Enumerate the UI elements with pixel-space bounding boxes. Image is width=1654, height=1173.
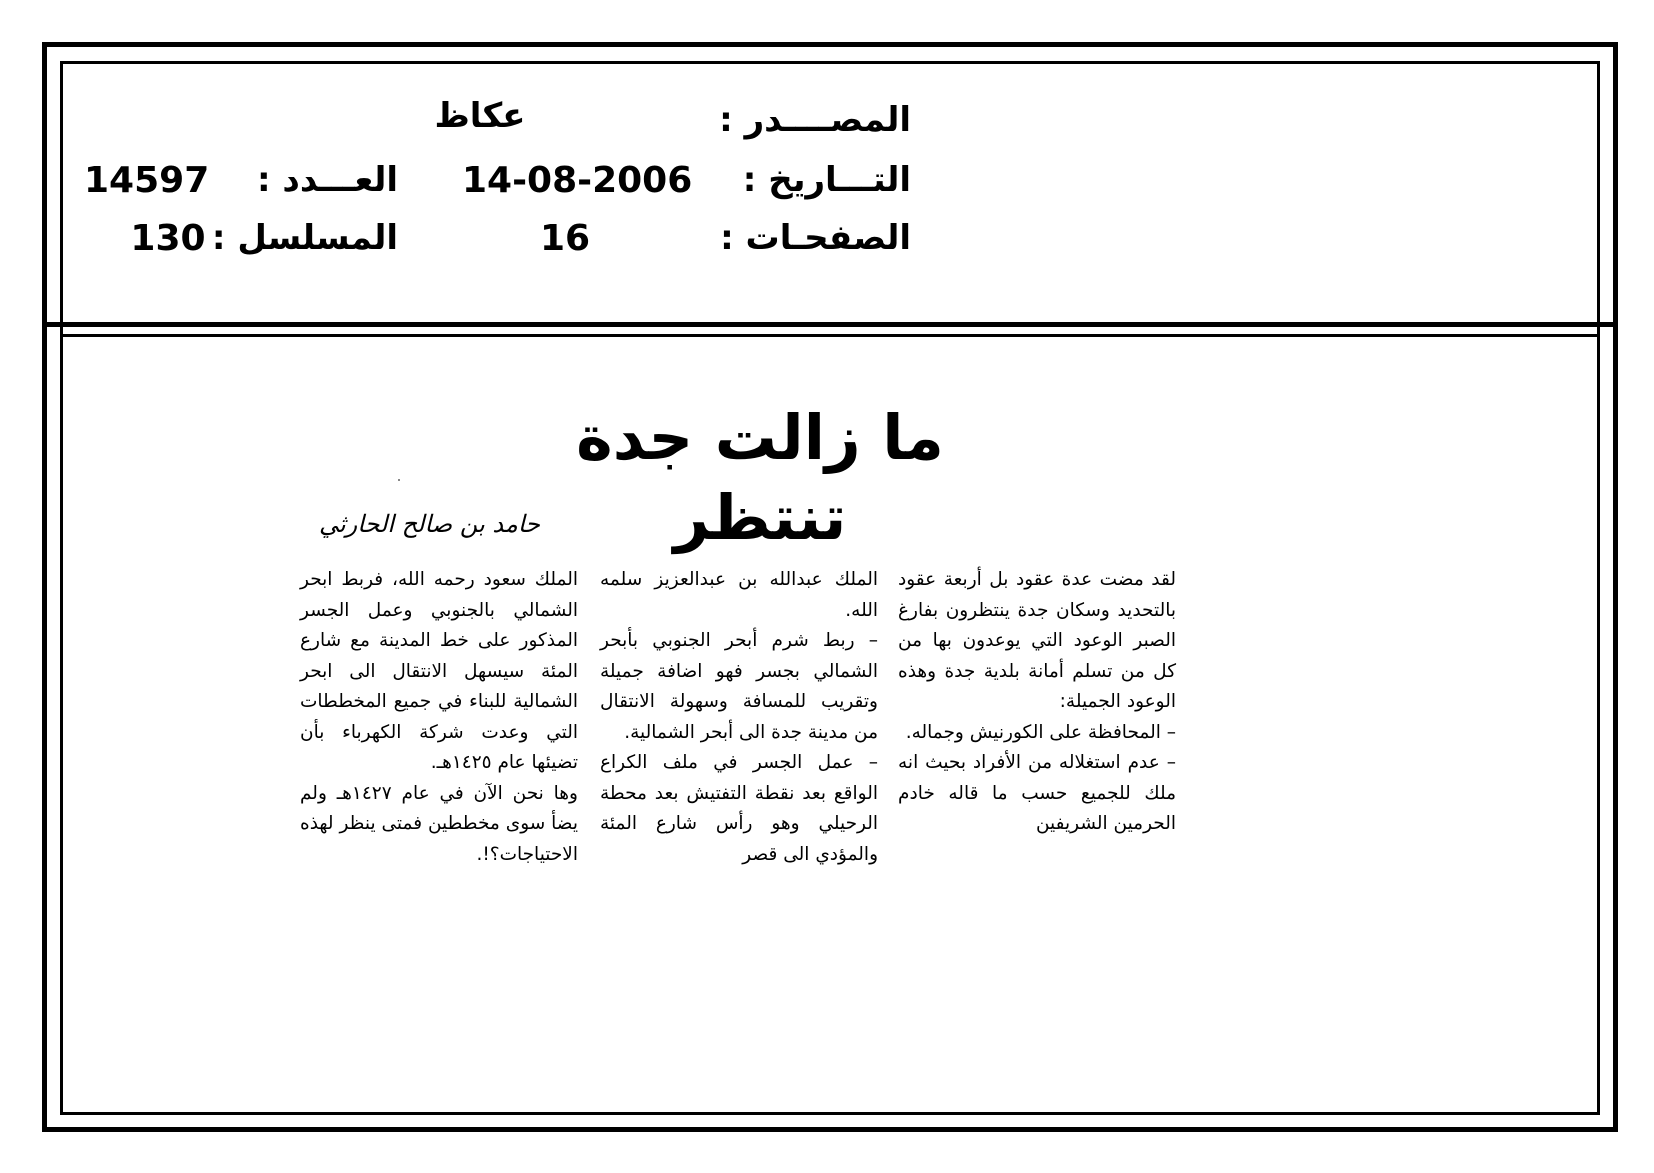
paragraph: – ربط شرم أبحر الجنوبي بأبحر الشمالي بجسر فهو اضافة جميلة وتقريب للمسافة وسهولة الانتقال من مدينة جدة الى أبحر الشمالية. — [600, 630, 878, 743]
issue-label: العـــدد : — [257, 160, 398, 200]
date-label: التـــاريخ : — [742, 160, 911, 200]
article-column-1 — [898, 565, 1176, 840]
source-value: عكاظ — [434, 96, 526, 136]
pages-value: 16 — [539, 218, 591, 259]
paragraph: – المحافظة على الكورنيش وجماله. — [905, 721, 1176, 743]
date-value: 14-08-2006 — [462, 160, 693, 201]
paragraph: لقد مضت عدة عقود بل أربعة عقود بالتحديد وسكان جدة ينتظرون بفارغ الصبر الوعود التي يوعدون بها من كل من تسلم أمانة بلدية جدة وهذه الوعود الجميلة: — [898, 569, 1176, 712]
serial-value: 130 — [130, 218, 206, 259]
serial-label: المسلسل : — [211, 218, 398, 258]
paragraph: – عمل الجسر في ملف الكراع الواقع بعد نقطة التفتيش بعد محطة الرحيلي وهو رأس شارع المئة والمؤدي الى قصر — [600, 752, 878, 865]
paragraph: الملك عبدالله بن عبدالعزيز سلمه الله. — [600, 569, 878, 621]
speck — [398, 479, 400, 481]
article-headline: ما زالت جدة تنتظر — [576, 401, 944, 554]
article-column-2 — [600, 565, 878, 870]
issue-value: 14597 — [84, 160, 210, 201]
pages-label: الصفحـات : — [720, 218, 911, 258]
header-divider-inner — [60, 334, 1600, 337]
article-author: حامد بن صالح الحارثي — [319, 510, 540, 538]
paragraph: – عدم استغلاله من الأفراد بحيث انه ملك للجميع حسب ما قاله خادم الحرمين الشريفين — [898, 752, 1176, 834]
article-column-3 — [300, 565, 578, 870]
paragraph: الملك سعود رحمه الله، فربط ابحر الشمالي بالجنوبي وعمل الجسر المذكور على خط المدينة مع شارع المئة سيسهل الانتقال الى ابحر الشمالية للبناء في جميع المخططات التي وعدت شركة الكهرباء بأن تضيئها عام ١٤٢٥هـ. — [300, 569, 578, 773]
paragraph: وها نحن الآن في عام ١٤٢٧هـ ولم يضأ سوى مخططين فمتى ينظر لهذه الاحتياجات؟!. — [300, 782, 578, 865]
header-divider — [42, 322, 1618, 327]
source-label: المصــــدر : — [719, 100, 911, 140]
